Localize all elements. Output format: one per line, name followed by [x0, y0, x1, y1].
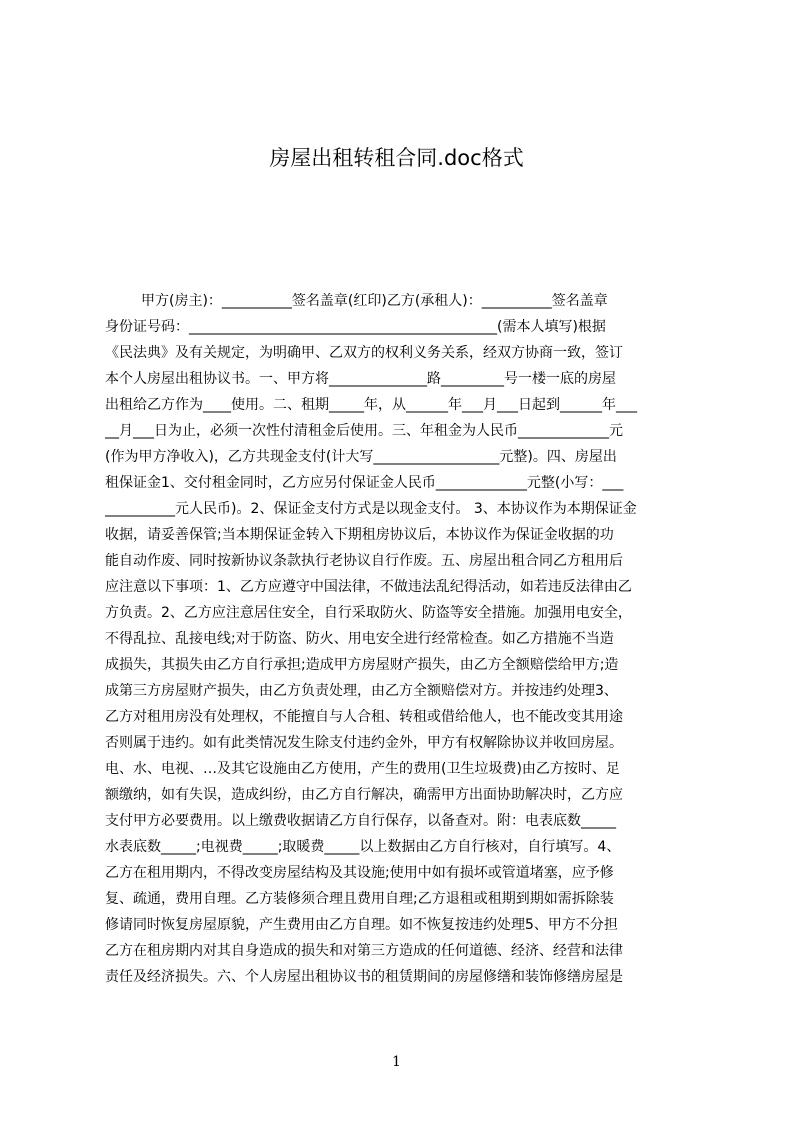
body-line: 不得乱拉、乱接电线;对于防盗、防火、用电安全进行经常检查。如乙方措施不当造	[105, 631, 614, 647]
body-line: __________元人民币)。2、保证金支付方式是以现金支付。 3、本协议作为本期保证金	[105, 501, 637, 517]
body-line: 乙方在租房期内对其自身造成的损失和对第三方造成的任何道德、经济、经营和法律	[105, 943, 623, 959]
body-line: 额缴纳，如有失误，造成纠纷，由乙方自行解决，确需甲方出面协助解决时，乙方应	[105, 787, 623, 803]
body-line: 电、水、电视、…及其它设施由乙方使用，产生的费用(卫生垃圾费)由乙方按时、足	[105, 761, 620, 777]
body-line: 应注意以下事项：1、乙方应遵守中国法律，不做违法乱纪得活动，如若违反法律由乙	[105, 579, 632, 595]
body-line: 身份证号码：____________________________________________(需本人填写)根据	[105, 319, 606, 335]
body-line: 乙方对租用房没有处理权，不能擅自与人合租、转租或借给他人，也不能改变其用途	[105, 709, 623, 725]
body-line: (作为甲方净收入)，乙方共现金支付(计大写__________________元整)。四、房屋出	[105, 449, 617, 465]
body-line: 乙方在租用期内，不得改变房屋结构及其设施;使用中如有损坏或管道堵塞，应予修	[105, 865, 614, 881]
body-line: 成第三方房屋财产损失，由乙方负责处理，由乙方全额赔偿对方。并按违约处理3、	[105, 683, 618, 699]
body-line: 收据，请妥善保管;当本期保证金转入下期租房协议后，本协议作为保证金收据的功	[105, 527, 614, 543]
body-line: 出租给乙方作为____使用。二、租期_____年，从______年___月___日起到______年___	[105, 397, 637, 413]
body-line: 水表底数_____;电视费_____;取暖费_____以上数据由乙方自行核对，自行填写。4、	[105, 839, 621, 855]
body-line: 支付甲方必要费用。以上缴费收据请乙方自行保存，以备查对。附：电表底数_____	[105, 813, 616, 829]
body-line: 本个人房屋出租协议书。一、甲方将______________路_________号一楼一底的房屋	[105, 371, 616, 387]
body-line: 成损失，其损失由乙方自行承担;造成甲方房屋财产损失，由乙方全额赔偿给甲方;造	[105, 657, 619, 673]
body-line: 否则属于违约。如有此类情况发生除支付违约金外，甲方有权解除协议并收回房屋。	[105, 735, 623, 751]
body-line: 复、疏通，费用自理。乙方装修须合理且费用自理;乙方退租或租期到期如需拆除装	[105, 891, 614, 907]
page-number: 1	[392, 1054, 401, 1070]
body-line: 《民法典》及有关规定，为明确甲、乙双方的权利义务关系，经双方协商一致，签订	[105, 345, 623, 361]
body-line: 甲方(房主)：__________签名盖章(红印)乙方(承租人)：__________签名盖章	[141, 293, 608, 309]
body-line: __月___日为止，必须一次性付清租金后使用。三、年租金为人民币_____________元	[105, 423, 623, 439]
body-line: 责任及经济损失。六、个人房屋出租协议书的租赁期间的房屋修缮和装饰修缮房屋是	[105, 969, 623, 985]
body-line: 方负责。2、乙方应注意居住安全，自行采取防火、防盗等安全措施。加强用电安全，	[105, 605, 632, 621]
body-line: 能自动作废、同时按新协议条款执行老协议自行作废。五、房屋出租合同乙方租用后	[105, 553, 623, 569]
body-line: 修请同时恢复房屋原貌，产生费用由乙方自理。如不恢复按违约处理5、甲方不分担	[105, 917, 618, 933]
contract-body	[105, 288, 698, 1028]
document-title: 房屋出租转租合同.doc格式	[269, 146, 524, 170]
body-line: 租保证金1、交付租金同时，乙方应另付保证金人民币_____________元整(小写：___	[105, 475, 624, 491]
